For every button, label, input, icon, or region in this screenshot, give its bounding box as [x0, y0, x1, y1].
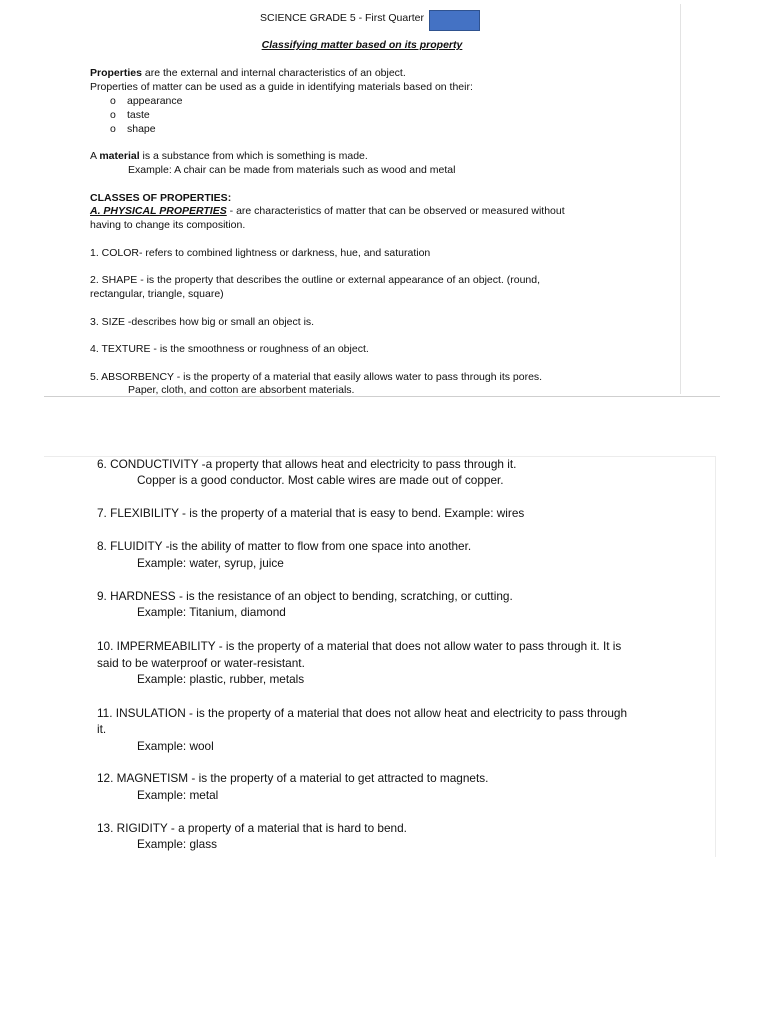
list-item-rigidity: 13. RIGIDITY - a property of a material that is hard to bend.	[97, 821, 407, 835]
list-item-rigidity-example: Example: glass	[137, 837, 217, 851]
material-prefix: A	[90, 150, 100, 162]
material-definition	[90, 150, 368, 162]
list-item-magnetism-example: Example: metal	[137, 788, 219, 802]
list-item-insulation-example: Example: wool	[137, 739, 214, 753]
page-separator	[44, 396, 720, 397]
list-item-color: 1. COLOR- refers to combined lightness or darkness, hue, and saturation	[90, 247, 431, 259]
list-item-impermeability: 10. IMPERMEABILITY - is the property of a material that does not allow water to pass through it. It is	[97, 639, 622, 653]
properties-definition	[90, 67, 406, 79]
physical-properties-label: A. PHYSICAL PROPERTIES	[90, 205, 227, 217]
list-item-fluidity-example: Example: water, syrup, juice	[137, 556, 284, 570]
list-item-conductivity-example: Copper is a good conductor. Most cable wires are made out of copper.	[137, 473, 504, 487]
physical-properties-def-cont: having to change its composition.	[90, 219, 246, 231]
physical-properties-def: - are characteristics of matter that can be observed or measured without	[226, 205, 565, 217]
list-item-hardness: 9. HARDNESS - is the resistance of an object to bending, scratching, or cutting.	[97, 589, 513, 603]
list-item-shape-cont: rectangular, triangle, square)	[90, 288, 224, 300]
list-item-absorbency-example: Paper, cloth, and cotton are absorbent materials.	[128, 384, 355, 396]
list-item-fluidity: 8. FLUIDITY -is the ability of matter to flow from one space into another.	[97, 539, 472, 553]
list-item-shape: 2. SHAPE - is the property that describes the outline or external appearance of an object. (round,	[90, 274, 541, 286]
bullet-marker: o	[110, 95, 116, 107]
list-item-hardness-example: Example: Titanium, diamond	[137, 605, 286, 619]
bullet-marker: o	[110, 123, 116, 135]
bullet-appearance: appearance	[127, 95, 183, 107]
bullet-shape: shape	[127, 123, 156, 135]
list-item-insulation-cont: it.	[97, 722, 107, 736]
bullet-marker: o	[110, 109, 116, 121]
highlight-box	[429, 10, 480, 31]
bullet-taste: taste	[127, 109, 150, 121]
classes-heading: CLASSES OF PROPERTIES:	[90, 192, 232, 204]
properties-term: Properties	[90, 67, 142, 79]
document-page-1	[44, 4, 681, 394]
list-item-impermeability-example: Example: plastic, rubber, metals	[137, 672, 305, 686]
material-example: Example: A chair can be made from materials such as wood and metal	[128, 164, 456, 176]
document-page-2	[44, 456, 716, 857]
material-def: is a substance from which is something is made.	[139, 150, 368, 162]
list-item-conductivity: 6. CONDUCTIVITY -a property that allows heat and electricity to pass through it.	[97, 457, 517, 471]
list-item-size: 3. SIZE -describes how big or small an object is.	[90, 316, 315, 328]
list-item-flexibility: 7. FLEXIBILITY - is the property of a material that is easy to bend. Example: wires	[97, 506, 525, 520]
page-title: SCIENCE GRADE 5 - First Quarter	[260, 12, 424, 24]
list-item-magnetism: 12. MAGNETISM - is the property of a material to get attracted to magnets.	[97, 771, 489, 785]
physical-properties-line	[90, 205, 565, 217]
list-item-absorbency: 5. ABSORBENCY - is the property of a material that easily allows water to pass through its pores.	[90, 371, 543, 383]
page-subtitle: Classifying matter based on its property	[261, 39, 463, 51]
material-term: material	[99, 150, 140, 162]
list-item-insulation: 11. INSULATION - is the property of a material that does not allow heat and electricity to pass through	[97, 706, 628, 720]
list-item-impermeability-cont: said to be waterproof or water-resistant.	[97, 656, 305, 670]
list-item-texture: 4. TEXTURE - is the smoothness or roughness of an object.	[90, 343, 369, 355]
guide-line: Properties of matter can be used as a guide in identifying materials based on their:	[90, 81, 473, 93]
properties-def: are the external and internal characteristics of an object.	[141, 67, 406, 79]
